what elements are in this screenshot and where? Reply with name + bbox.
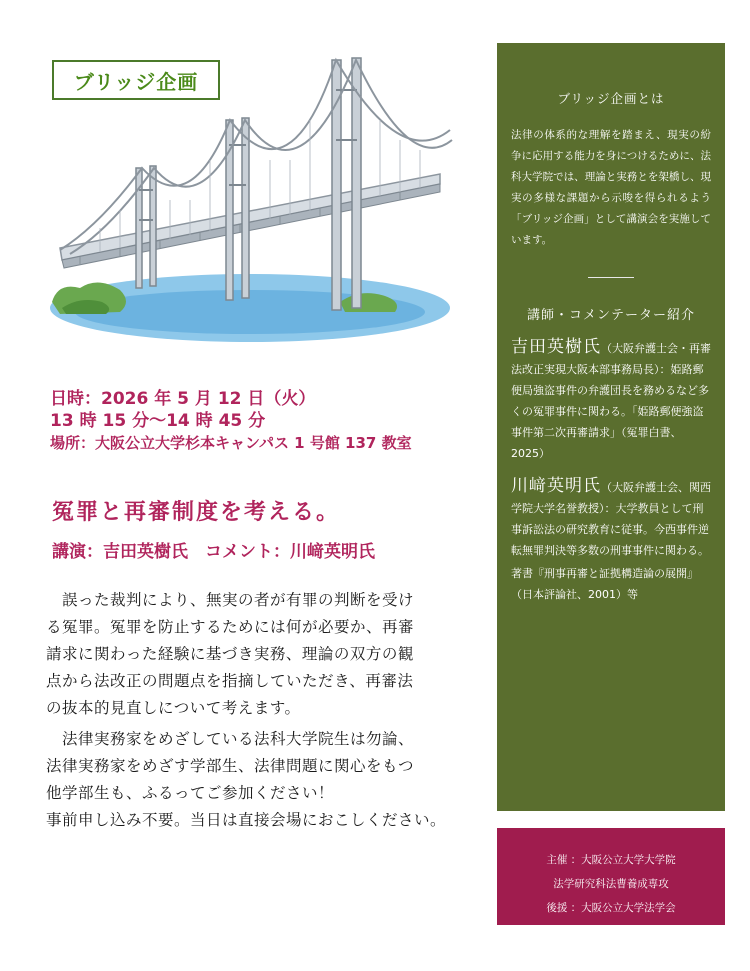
text-line: 誤った裁判により、無実の者が有罪の判断を受け xyxy=(46,591,415,609)
speakers-line: 講演：吉田英樹氏 コメント：川﨑英明氏 xyxy=(52,542,375,562)
text-line: 事前申し込み不要。当日は直接会場におこしください。 xyxy=(46,811,447,829)
speaker-profile-kawasaki xyxy=(511,476,711,605)
text-line: 法律実務家をめざしている法科大学院生は勿論、 xyxy=(46,730,415,748)
text-line: 点から法改正の問題点を指摘していただき、再審法 xyxy=(46,672,414,690)
supporter-line: 後援 ：大阪公立大学法学会 xyxy=(546,902,676,914)
sidebar-title: ブリッジ企画とは xyxy=(557,91,665,106)
speaker-name: 吉田英樹氏 xyxy=(511,337,601,357)
text-line: 他学部生も、ふるってご参加ください！ xyxy=(46,784,335,802)
organizer-line-2: 法学研究科法曹養成専攻 xyxy=(553,878,669,890)
event-place: 場所：大阪公立大学杉本キャンパス 1 号館 137 教室 xyxy=(50,434,412,452)
speaker-book: 著書『刑事再審と証拠構造論の展開』（日本評論社、2001）等 xyxy=(511,567,698,601)
event-info xyxy=(50,388,490,454)
text-line: 法律実務家をめざす学部生、法律問題に関心をもつ xyxy=(46,757,415,775)
speaker-name: 川﨑英明氏 xyxy=(511,476,601,496)
sidebar-intro: 法律の体系的な理解を踏まえ、現実の紛争に応用する能力を身につけるために、法科大学院では、理論と実務とを架橋し、現実の多様な課題から示唆を得られるよう「ブリッジ企画」として講演会を実施しています。 xyxy=(511,129,711,246)
speaker-detail: （大阪弁護士会、関西学院大学名誉教授）：大学教員として刑事訴訟法の研究教育に従事。今西事件逆転無罪判決等多数の刑事事件に関わる。 xyxy=(511,481,711,557)
description-paragraph-1 xyxy=(46,587,496,722)
text-line: 請求に関わった経験に基づき実務、理論の双方の観 xyxy=(46,645,414,663)
divider xyxy=(588,277,634,278)
text-line: る冤罪。冤罪を防止するためには何が必要か、再審 xyxy=(46,618,415,636)
suspension-bridge-illustration xyxy=(40,50,455,350)
sidebar-panel xyxy=(497,43,725,811)
speaker-detail: （大阪弁護士会・再審法改正実現大阪本部事務局長）：姫路郵便局強盗事件の弁護団長を務めるなど多くの冤罪事件に関わる。「姫路郵便強盗事件第二次再審請求」（冤罪白書、2025） xyxy=(511,342,711,460)
bridge-deck xyxy=(60,174,440,260)
speaker-profile-yoshida xyxy=(511,337,711,464)
description xyxy=(46,587,496,834)
speakers-heading: 講師・コメンテーター紹介 xyxy=(526,308,695,323)
event-date: 日時：2026 年 5 月 12 日（火） xyxy=(50,389,316,409)
description-paragraph-2 xyxy=(46,726,496,834)
organizer-line: 主催 ：大阪公立大学大学院 xyxy=(546,854,676,866)
logo-text: ブリッジ企画 xyxy=(73,69,199,94)
lecture-title: 冤罪と再審制度を考える。 xyxy=(52,500,341,525)
sponsor-box xyxy=(497,828,725,925)
text-line: の抜本的見直しについて考えます。 xyxy=(46,699,301,717)
event-time: 13 時 15 分～14 時 45 分 xyxy=(50,411,266,431)
